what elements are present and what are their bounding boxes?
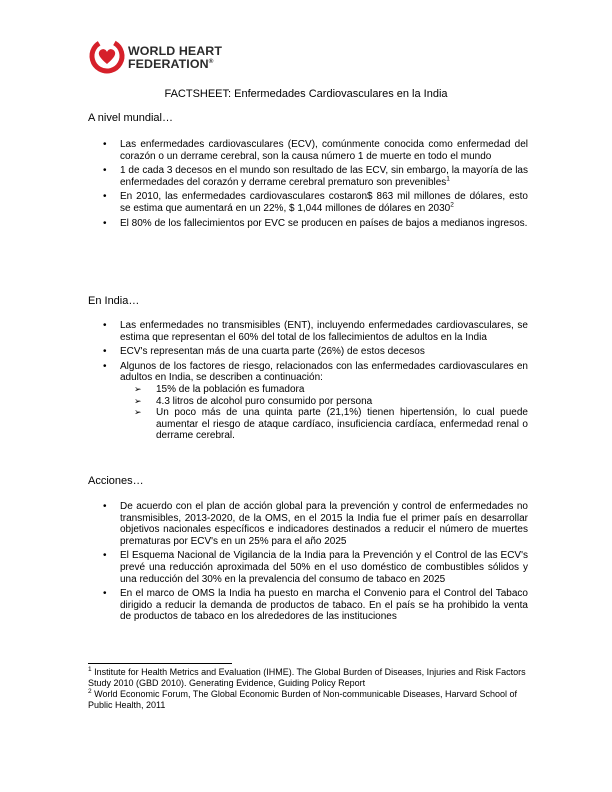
list-item: • ECV's representan más de una cuarta parte (26%) de estos decesos [103, 346, 425, 358]
sublist-item: ➢ 4.3 litros de alcohol puro consumido por persona [134, 395, 373, 407]
bullet-icon: • [103, 346, 107, 358]
registered-mark: ® [208, 57, 214, 65]
bullet-icon: • [103, 139, 107, 150]
arrow-bullet-icon: ➢ [134, 383, 142, 394]
list-item: • 1 de cada 3 decesos en el mundo son resultado de las ECV, sin embargo, la mayoría de las enfermedades del corazón y derrame cerebral prematuro son prevenibles$^1$ [103, 165, 528, 188]
bullet-icon: • [103, 191, 107, 203]
bullet-icon: • [103, 320, 107, 331]
list-item: • Las enfermedades cardiovasculares (ECV), comúnmente conocida como enfermedad del corazón o un derrame cerebral, son la causa número 1 de muerte en todo el mundo [103, 139, 528, 162]
footnote-1: $^1$ Institute for Health Metrics and Evaluation (IHME). The Global Burden of Diseases, Injuries and Risk Factors Study 2010 (GBD 2010). Generating Evidence, Guiding Policy Report [88, 666, 526, 688]
list-item: • De acuerdo con el plan de acción global para la prevención y control de enfermedades no transmisibles, 2013-2020, de la OMS, en el 2015 la India fue el primer país en desarrollar objetivos nacionales específicos e indicadores destinados a reducir el número de muertes prematuras por ECV's en un 25% para el año 2025 [103, 501, 528, 547]
bullet-icon: • [103, 501, 107, 512]
footnote-ref[interactable]: 1 [446, 175, 450, 183]
footnotes [88, 667, 528, 711]
bullet-icon: • [103, 165, 107, 177]
bullet-icon: • [103, 360, 107, 372]
footnote-ref[interactable]: 2 [450, 201, 454, 209]
logo-line-1: WORLD HEART [128, 44, 223, 58]
list-item: • El 80% de los fallecimientos por EVC se producen en países de bajos a medianos ingresos. [103, 217, 528, 229]
footnote-2: $^2$ World Economic Forum, The Global Economic Burden of Non-communicable Diseases, Harvard School of Public Health, 2011 [88, 688, 517, 710]
risk-factor-sublist [120, 384, 528, 442]
page-title: FACTSHEET: Enfermedades Cardiovasculares en la India [164, 88, 448, 100]
bullet-icon: • [103, 217, 107, 229]
sublist-item: ➢ Un poco más de una quinta parte (21,1%) tienen hipertensión, lo cual puede aumentar el riesgo de ataque cardíaco, insuficiencia cardíaca, enfermedad renal o derrame cerebral. [134, 407, 528, 442]
sublist-item: ➢ 15% de la población es fumadora [134, 383, 305, 395]
section-heading-global: A nivel mundial… [88, 112, 173, 124]
list-item: • Algunos de los factores de riesgo, relacionados con las enfermedades cardiovasculares en adultos en India, se describen a continuación: ➢ 15% de la población es fumadora ➢ 4.3 litros de alcohol puro consumido por persona ➢ Un poco más de una quinta parte (21,1%) tienen hipertensión, lo cual puede aumentar el riesgo de ataque cardíaco, insuficiencia cardíaca, enfermedad renal o derrame cerebral. [103, 360, 528, 442]
section-heading-actions: Acciones… [88, 475, 144, 487]
list-item: • Las enfermedades no transmisibles (ENT), incluyendo enfermedades cardiovasculares, se estima que representan el 60% del total de los fallecimientos de adultos en la India [103, 320, 528, 343]
bullet-icon: • [103, 550, 107, 562]
list-item: • En 2010, las enfermedades cardiovasculares costaron$ 863 mil millones de dólares, esto se estima que aumentará en un 22%, $ 1,044 millones de dólares en 2030$^2$ [103, 191, 528, 214]
heart-logo-icon [88, 37, 126, 75]
footnote-divider [88, 663, 232, 664]
section-heading-india: En India… [88, 295, 140, 307]
bullet-icon: • [103, 588, 107, 600]
world-heart-federation-logo [88, 37, 268, 77]
global-list [88, 139, 528, 232]
arrow-bullet-icon: ➢ [134, 395, 142, 406]
logo-line-2: FEDERATION [128, 56, 209, 71]
list-item: • El Esquema Nacional de Vigilancia de la India para la Prevención y el Control de las ECV's prevé una reducción aproximada del 50% en el uso doméstico de combustibles sólidos y una reducción del 30% en la prevalencia del consumo de tabaco en 2025 [103, 550, 528, 585]
india-list [88, 320, 528, 445]
list-item: • En el marco de OMS la India ha puesto en marcha el Convenio para el Control del Tabaco dirigido a reducir la demanda de productos de tabaco. En el país se ha prohibido la venta de productos de tabaco en los alrededores de las instituciones [103, 588, 528, 623]
actions-list [88, 501, 528, 626]
arrow-bullet-icon: ➢ [134, 407, 142, 418]
